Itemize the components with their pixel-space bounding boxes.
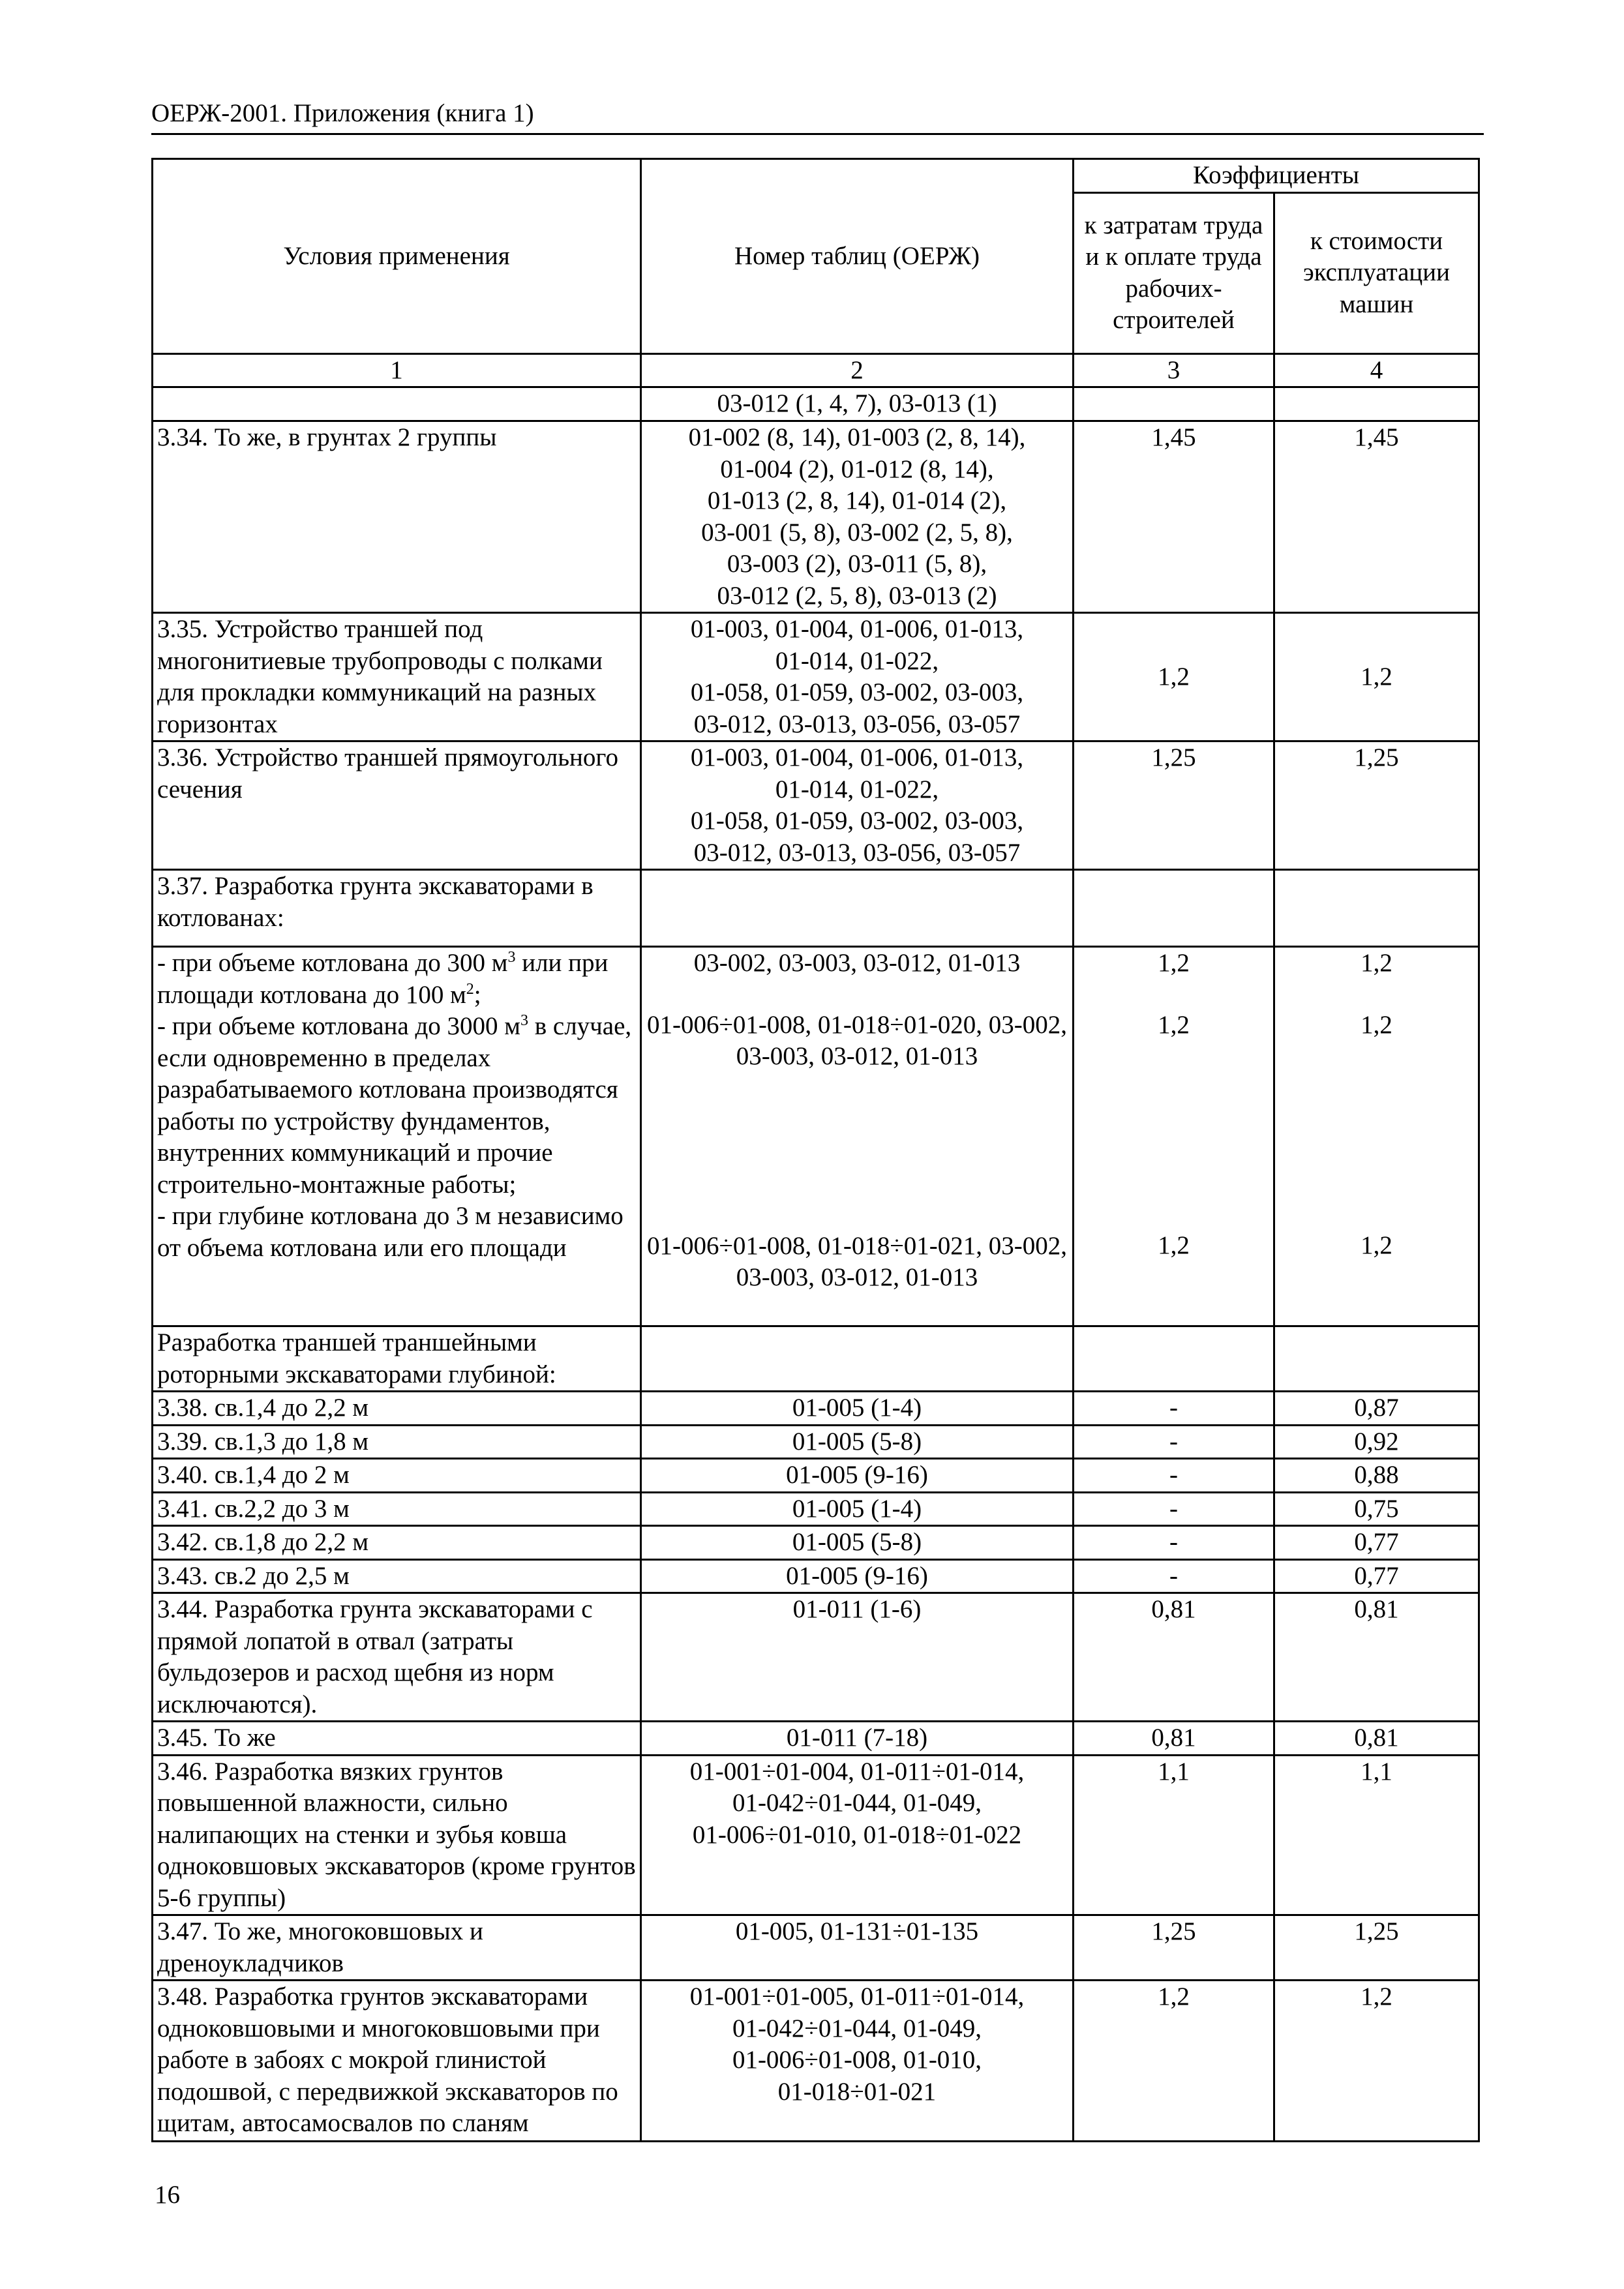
condition-line: - при объеме котлована до 300 $м^3$ или при площади котлована до 100 $м^2$; [157,949,609,1009]
table-row [153,741,1479,870]
cell-tables: 01-011 (7-18) [641,1722,1074,1756]
cell-machines: 0,77 [1274,1559,1479,1593]
page-number: 16 [155,2181,180,2209]
cell-conditions: 3.43. св.2 до 2,5 м [153,1559,641,1593]
cell-machines: 1,2 [1274,1981,1479,2142]
table-row [153,947,1479,1326]
cell-machines: 1,25 [1274,1915,1479,1981]
cell-tables: 01-005 (1-4) [641,1392,1074,1426]
coef-value: 1,2 [1361,1231,1392,1259]
table-ref-line: 03-012, 03-013, 03-056, 03-057 [693,838,1021,867]
cell-labor: 1,1 [1074,1755,1274,1915]
cell-machines: 0,88 [1274,1459,1479,1493]
header-rule [151,133,1484,135]
table-row [153,1392,1479,1426]
cell-conditions: 3.37. Разработка грунта экскаваторами в котлованах: [153,870,641,947]
cell-labor: 1,45 [1074,421,1274,613]
table-ref-line: 01-001÷01-004, 01-011÷01-014, [689,1757,1025,1786]
cell-tables [641,870,1074,947]
cell-labor: 0,81 [1074,1593,1274,1722]
cell-tables [641,421,1074,613]
cell-conditions: 3.47. То же, многоковшовых и дреноукладчиков [153,1915,641,1981]
cell-tables: 01-005 (5-8) [641,1425,1074,1459]
cell-machines [1274,870,1479,947]
cell-conditions: 3.38. св.1,4 до 2,2 м [153,1392,641,1426]
table-row [153,1326,1479,1392]
table-ref-line: 01-001÷01-005, 01-011÷01-014, [689,1982,1025,2011]
table-ref-line: 01-018÷01-021 [777,2077,937,2106]
table-ref-line: 01-014, 01-022, [775,646,939,675]
table-row [153,1526,1479,1560]
table-row [153,613,1479,741]
table-ref-line: 03-003 (2), 03-011 (5, 8), [727,550,987,578]
cell-tables: 01-005 (9-16) [641,1459,1074,1493]
table-row [153,387,1479,421]
cell-machines: 0,77 [1274,1526,1479,1560]
table-ref-line: 01-006÷01-008, 01-018÷01-020, 03-002, 03-003, 03-012, 01-013 [647,1010,1067,1070]
cell-conditions: 3.39. св.1,3 до 1,8 м [153,1425,641,1459]
cell-conditions: 3.44. Разработка грунта экскаваторами с прямой лопатой в отвал (затраты бульдозеров и расход щебня из норм исключаются). [153,1593,641,1722]
table-ref-line: 01-002 (8, 14), 01-003 (2, 8, 14), [688,423,1026,451]
table-ref-line: 01-006÷01-008, 01-018÷01-021, 03-002, 03-003, 03-012, 01-013 [647,1231,1067,1291]
cell-conditions: 3.36. Устройство траншей прямоугольного сечения [153,741,641,870]
cell-labor: - [1074,1425,1274,1459]
table-ref-line: 01-003, 01-004, 01-006, 01-013, [690,743,1024,771]
cell-labor [1074,1326,1274,1392]
cell-machines: 0,75 [1274,1492,1479,1526]
coef-value: 1,2 [1158,1010,1190,1039]
cell-machines [1274,1326,1479,1392]
coef-value: 1,2 [1158,1231,1190,1259]
cell-machines [1274,387,1479,421]
table-row [153,1722,1479,1756]
column-number-row [153,353,1479,387]
table-row [153,1559,1479,1593]
cell-tables: 01-011 (1-6) [641,1593,1074,1722]
cell-labor: 1,25 [1074,1915,1274,1981]
superscript: 3 [507,949,516,966]
table-row [153,1593,1479,1722]
superscript: 3 [520,1012,528,1029]
table-ref-line: 03-001 (5, 8), 03-002 (2, 5, 8), [701,518,1013,546]
cell-conditions: 3.46. Разработка вязких грунтов повышенной влажности, сильно налипающих на стенки и зубья ковша одноковшовых экскаваторов (кроме грунтов 5-6 группы) [153,1755,641,1915]
superscript: 2 [466,980,474,998]
table-ref-line: 01-003, 01-004, 01-006, 01-013, [690,615,1024,643]
table-row [153,1981,1479,2142]
table-row [153,1425,1479,1459]
condition-line: - при глубине котлована до 3 м независимо от объема котлована или его площади [157,1202,624,1262]
cell-conditions: 3.41. св.2,2 до 3 м [153,1492,641,1526]
table-ref-line: 01-058, 01-059, 03-002, 03-003, [690,807,1024,835]
table-row [153,1492,1479,1526]
table-ref-line: 01-042÷01-044, 01-049, [732,1789,982,1817]
table-ref-line: 01-014, 01-022, [775,775,939,803]
cell-conditions [153,387,641,421]
cell-machines: 0,92 [1274,1425,1479,1459]
column-number: 3 [1074,353,1274,387]
table-row [153,421,1479,613]
cell-conditions: 3.35. Устройство траншей под многонитиевые трубопроводы с полками для прокладки коммуникаций на разных горизонтах [153,613,641,741]
coef-value: 1,2 [1158,949,1190,977]
cell-machines: 1,1 [1274,1755,1479,1915]
cell-tables [641,947,1074,1326]
header-tables: Номер таблиц (ОЕРЖ) [641,159,1074,354]
cell-labor: - [1074,1526,1274,1560]
cell-conditions: Разработка траншей траншейными роторными экскаваторами глубиной: [153,1326,641,1392]
cell-machines [1274,947,1479,1326]
table-row [153,1459,1479,1493]
coef-value: 1,2 [1361,1010,1392,1039]
table-ref-line: 01-006÷01-008, 01-010, [732,2046,982,2074]
cell-tables: 01-005, 01-131÷01-135 [641,1915,1074,1981]
cell-tables [641,1326,1074,1392]
cell-machines: 1,2 [1274,613,1479,741]
column-number: 2 [641,353,1074,387]
cell-tables [641,1755,1074,1915]
cell-tables: 01-005 (1-4) [641,1492,1074,1526]
cell-machines: 0,81 [1274,1593,1479,1722]
cell-labor: - [1074,1392,1274,1426]
table-ref-line: 01-013 (2, 8, 14), 01-014 (2), [707,486,1007,515]
table-row [153,870,1479,947]
table-ref-line: 01-042÷01-044, 01-049, [732,2014,982,2042]
cell-conditions: 3.48. Разработка грунтов экскаваторами одноковшовыми и многоковшовыми при работе в забоях с мокрой глинистой подошвой, с передвижкой экскаваторов по щитам, автосамосвалов по сланям [153,1981,641,2142]
table-row [153,1915,1479,1981]
cell-labor: - [1074,1459,1274,1493]
cell-tables [641,1981,1074,2142]
cell-tables [641,613,1074,741]
cell-tables: 01-005 (5-8) [641,1526,1074,1560]
cell-machines: 1,25 [1274,741,1479,870]
cell-tables: 01-005 (9-16) [641,1559,1074,1593]
cell-conditions: 3.34. То же, в грунтах 2 группы [153,421,641,613]
coefficients-table [151,158,1480,2142]
cell-machines: 0,81 [1274,1722,1479,1756]
table-ref-line: 01-006÷01-010, 01-018÷01-022 [692,1820,1022,1849]
column-number: 1 [153,353,641,387]
header-coefficients: Коэффициенты [1074,159,1479,193]
cell-tables: 03-012 (1, 4, 7), 03-013 (1) [641,387,1074,421]
condition-line: - при объеме котлована до 3000 $м^3$ в случае, если одновременно в пределах разрабатываемого котлована производятся работы по устройству фундаментов, внутренних коммуникаций и прочие строительно-монтажные работы; [157,1012,632,1199]
cell-conditions: 3.40. св.1,4 до 2 м [153,1459,641,1493]
cell-machines: 1,45 [1274,421,1479,613]
cell-labor: 1,25 [1074,741,1274,870]
cell-labor [1074,870,1274,947]
column-number: 4 [1274,353,1479,387]
header-labor: к затратам труда и к оплате труда рабочих-строителей [1074,192,1274,353]
cell-labor: 1,2 [1074,1981,1274,2142]
cell-conditions: 3.45. То же [153,1722,641,1756]
cell-labor [1074,947,1274,1326]
coef-value: 1,2 [1361,949,1392,977]
table-ref-line: 03-012 (2, 5, 8), 03-013 (2) [717,581,997,610]
table-ref-line: 03-012, 03-013, 03-056, 03-057 [693,710,1021,738]
cell-machines: 0,87 [1274,1392,1479,1426]
header-conditions: Условия применения [153,159,641,354]
cell-conditions [153,947,641,1326]
cell-labor: 1,2 [1074,613,1274,741]
table-ref-line: 01-004 (2), 01-012 (8, 14), [720,455,994,483]
cell-labor: - [1074,1559,1274,1593]
table-row [153,1755,1479,1915]
cell-labor: - [1074,1492,1274,1526]
table-ref-line: 01-058, 01-059, 03-002, 03-003, [690,678,1024,706]
cell-tables [641,741,1074,870]
table-ref-line: 03-002, 03-003, 03-012, 01-013 [693,949,1021,977]
cell-labor: 0,81 [1074,1722,1274,1756]
page-header: ОЕРЖ-2001. Приложения (книга 1) [151,99,534,127]
cell-labor [1074,387,1274,421]
table-header-row [153,159,1479,193]
header-machines: к стоимости эксплуатации машин [1274,192,1479,353]
cell-conditions: 3.42. св.1,8 до 2,2 м [153,1526,641,1560]
